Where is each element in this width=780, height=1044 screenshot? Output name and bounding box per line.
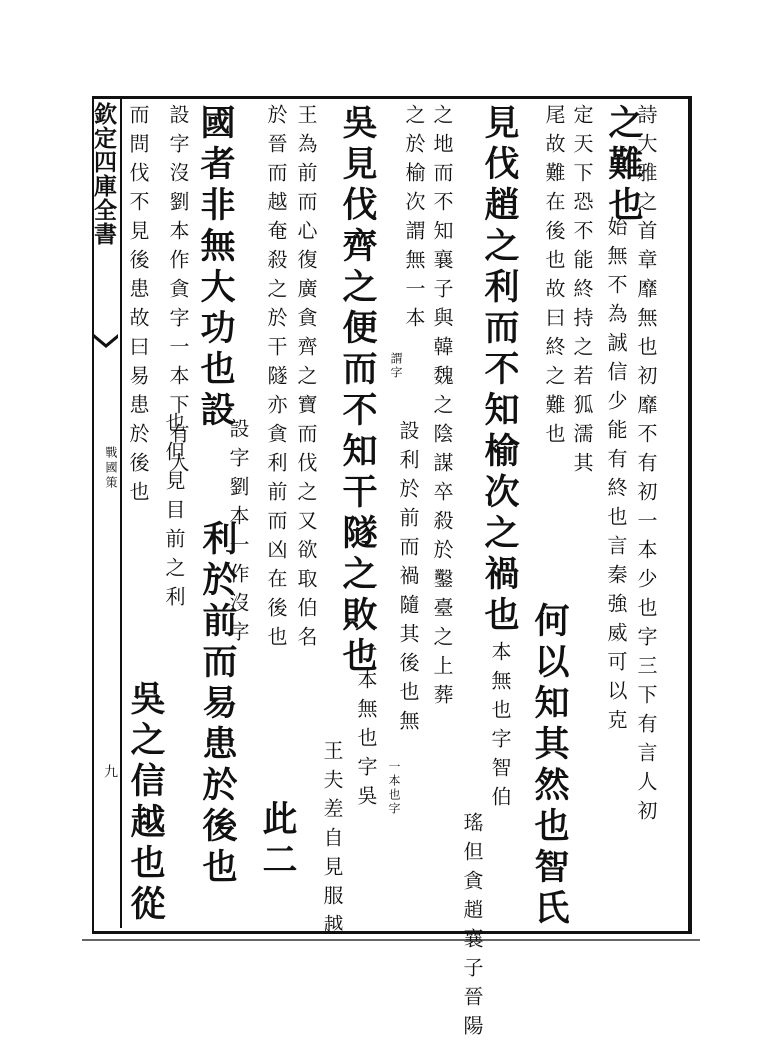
text-column: 設字沒劉本作貪字一本下有人 [166, 104, 190, 481]
text-column: 謂字 [389, 352, 403, 380]
book-series-title: 欽定四庫全書 [90, 102, 117, 246]
text-column: 此二 [257, 800, 298, 882]
book-name: 戰國策 [104, 446, 118, 491]
text-column: 始無不為誠信少能有終也言秦強威可以克 [604, 216, 628, 738]
text-column: 瑤但貪趙襄子晉陽 [460, 812, 484, 1044]
text-column: 之難也 [603, 104, 644, 227]
text-column: 國者非無大功也設 [195, 104, 236, 432]
text-column: 一本也字 [387, 760, 401, 816]
text-column: 一本無也字智伯 [488, 612, 512, 815]
text-column: 定天下恐不能終持之若狐濡其 [570, 104, 594, 481]
text-column: 之於榆次謂無一本 [402, 104, 426, 336]
text-column: 詩大雅之首章靡無也初靡不有初一本少也字三下有言人初 [634, 104, 658, 829]
text-column: 王夫差自見服越 [320, 740, 344, 943]
text-column: 於晉而越奄殺之於干隧亦貪利前而凶在後也 [264, 104, 288, 655]
text-column: 何以知其然也智氏 [529, 602, 570, 930]
text-column: 尾故難在後也故曰終之難也 [542, 104, 566, 452]
text-column: 而問伐不見後患故曰易患於後也 [126, 104, 150, 510]
text-column: 設利於前而禍隨其後也無 [396, 420, 420, 739]
text-column: 也但見目前之利 [162, 412, 186, 615]
text-column: 見伐趙之利而不知榆次之禍也 [479, 104, 520, 637]
text-column: 王為前而心復廣貪齊之寶而伐之又欲取伯名 [294, 104, 318, 655]
text-column: 吳之信越也從 [125, 680, 166, 926]
text-column: 吳見伐齊之便而不知干隧之敗也 [337, 104, 378, 678]
text-column: 一本無也字吳 [354, 640, 378, 814]
margin-strip [92, 96, 122, 928]
text-column: 利於前而易患於後也 [197, 520, 238, 889]
fishtail-mark-icon [92, 334, 120, 350]
page-number: 九 [102, 764, 118, 778]
text-column: 設字劉本一作沒字 [226, 418, 250, 650]
text-column: 之地而不知襄子與韓魏之陰謀卒殺於鑿臺之上葬 [430, 104, 454, 713]
